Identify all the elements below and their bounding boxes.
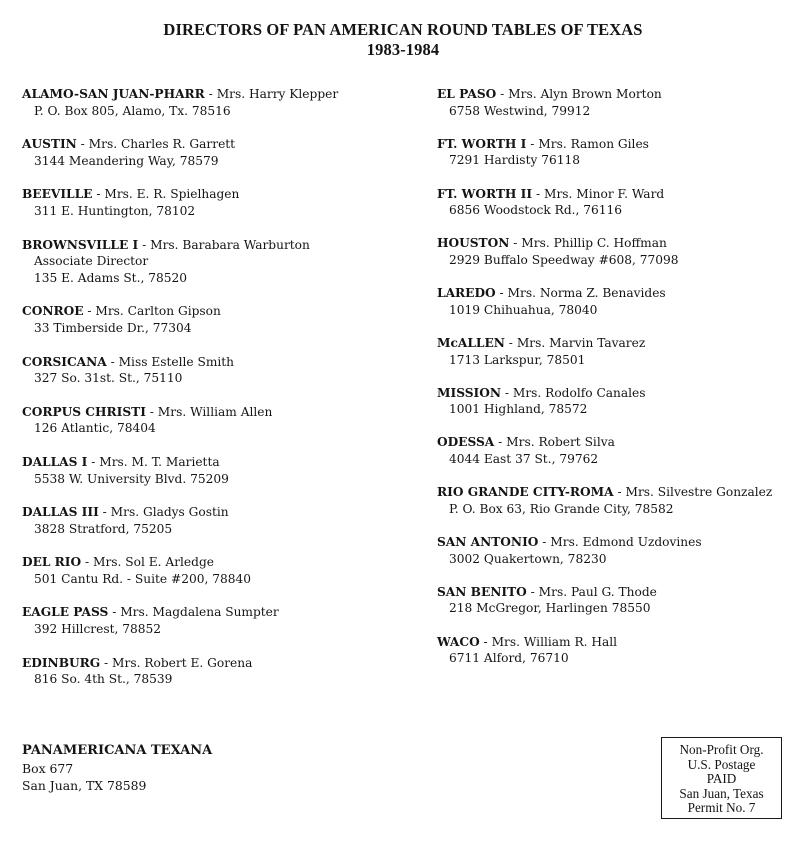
director-entry: [22, 86, 412, 119]
director-entry: [437, 136, 802, 169]
city-name: SAN BENITO: [437, 584, 527, 599]
director-role: Associate Director: [34, 254, 149, 269]
separator: -: [538, 535, 551, 550]
director-entry: [437, 285, 802, 318]
director-name: Mrs. William R. Hall: [491, 634, 618, 649]
director-entry: [22, 454, 412, 487]
director-address: 135 E. Adams St., 78520: [34, 270, 187, 285]
city-name: EL PASO: [437, 87, 497, 101]
director-name: Mrs. Charles R. Garrett: [88, 137, 236, 152]
director-entry: [22, 136, 412, 169]
director-entry: [22, 404, 412, 437]
director-entry: [437, 534, 802, 567]
director-address: 3828 Stratford, 75205: [34, 521, 173, 536]
director-entry: [22, 554, 412, 587]
director-address: 6856 Woodstock Rd., 76116: [449, 203, 623, 218]
city-name: ALAMO-SAN JUAN-PHARR: [22, 87, 205, 101]
separator: -: [145, 404, 158, 419]
director-address: 33 Timberside Dr., 77304: [34, 320, 192, 335]
separator: -: [504, 335, 517, 350]
director-name: Mrs. Silvestre Gonzalez: [625, 485, 773, 500]
city-name: LAREDO: [437, 286, 496, 301]
city-name: DEL RIO: [22, 555, 82, 570]
director-entry: [22, 655, 412, 688]
separator: -: [204, 87, 217, 101]
director-name: Mrs. Marvin Tavarez: [516, 335, 646, 350]
directors-right-column: [437, 86, 802, 683]
separator: -: [87, 454, 100, 469]
separator: -: [98, 505, 111, 520]
director-entry: [437, 385, 802, 418]
director-entry: [437, 235, 802, 268]
separator: -: [494, 435, 507, 450]
director-address: 1001 Highland, 78572: [449, 402, 588, 417]
city-name: CONROE: [22, 304, 84, 319]
city-name: FT. WORTH II: [437, 186, 533, 201]
city-name: MISSION: [437, 385, 501, 400]
director-entry: [22, 186, 412, 219]
city-name: SAN ANTONIO: [437, 535, 539, 550]
director-name: Mrs. Carlton Gipson: [95, 304, 221, 319]
director-name: Mrs. Edmond Uzdovines: [550, 535, 702, 550]
director-name: Mrs. William Allen: [157, 404, 273, 419]
director-address: P. O. Box 63, Rio Grande City, 78582: [449, 501, 674, 516]
city-name: ODESSA: [437, 435, 495, 450]
director-entry: [437, 484, 802, 517]
director-entry: [22, 354, 412, 387]
director-entry: [437, 86, 802, 119]
postage-line-paid: PAID: [706, 771, 737, 787]
director-entry: [22, 303, 412, 336]
separator: -: [106, 354, 119, 369]
separator: -: [526, 136, 539, 151]
postage-line-org: Non-Profit Org.: [679, 742, 764, 757]
return-address-box: Box 677: [22, 760, 74, 776]
city-name: RIO GRANDE CITY-ROMA: [437, 485, 614, 500]
city-name: McALLEN: [437, 335, 505, 350]
separator: -: [500, 385, 513, 400]
director-address: 5538 W. University Blvd. 75209: [34, 471, 229, 486]
postage-line-us: U.S. Postage: [687, 756, 756, 772]
separator: -: [92, 187, 105, 202]
separator: -: [532, 186, 544, 201]
director-entry: [22, 504, 412, 537]
director-name: Mrs. Robert Silva: [506, 435, 615, 450]
separator: -: [108, 605, 121, 620]
director-address: 501 Cantu Rd. - Suite #200, 78840: [34, 571, 251, 586]
director-address: 1019 Chihuahua, 78040: [449, 302, 598, 317]
director-entry: [22, 237, 412, 287]
director-entry: [437, 634, 802, 667]
separator: -: [138, 237, 151, 252]
return-address-city: San Juan, TX 78589: [22, 778, 147, 793]
director-entry: [437, 584, 802, 617]
director-address: P. O. Box 805, Alamo, Tx. 78516: [34, 103, 231, 118]
director-address: 816 So. 4th St., 78539: [34, 672, 173, 687]
city-name: EDINBURG: [22, 655, 101, 670]
separator: -: [496, 87, 509, 101]
director-address: 7291 Hardisty 76118: [449, 153, 580, 168]
postage-line-permit: Permit No. 7: [687, 800, 756, 816]
director-address: 218 McGregor, Harlingen 78550: [449, 601, 651, 616]
directors-left-column: [22, 86, 412, 705]
city-name: DALLAS III: [22, 505, 99, 520]
director-address: 6758 Westwind, 79912: [449, 103, 591, 118]
director-name: Mrs. Harry Klepper: [216, 87, 339, 101]
director-name: Miss Estelle Smith: [118, 354, 235, 369]
city-name: WACO: [437, 634, 480, 649]
director-name: Mrs. Rodolfo Canales: [512, 385, 646, 400]
separator: -: [81, 555, 93, 570]
page-subtitle: 1983-1984: [366, 40, 440, 59]
director-name: Mrs. Gladys Gostin: [110, 505, 229, 520]
city-name: AUSTIN: [22, 137, 77, 152]
separator: -: [76, 137, 89, 152]
separator: -: [495, 286, 508, 301]
director-name: Mrs. Ramon Giles: [538, 136, 649, 151]
city-name: HOUSTON: [437, 236, 510, 251]
director-name: Mrs. Magdalena Sumpter: [120, 605, 279, 620]
director-name: Mrs. E. R. Spielhagen: [104, 187, 240, 202]
director-name: Mrs. Minor F. Ward: [543, 186, 665, 201]
separator: -: [509, 236, 522, 251]
city-name: BEEVILLE: [22, 187, 93, 202]
director-name: Mrs. Paul G. Thode: [538, 584, 657, 599]
director-address: 327 So. 31st. St., 75110: [34, 371, 183, 386]
director-name: Mrs. Phillip C. Hoffman: [521, 236, 667, 251]
director-entry: [22, 604, 412, 637]
return-address-org: PANAMERICANA TEXANA: [22, 743, 213, 758]
director-address: 6711 Alford, 76710: [449, 651, 569, 666]
director-entry: [437, 335, 802, 368]
city-name: EAGLE PASS: [22, 605, 109, 620]
director-address: 3144 Meandering Way, 78579: [34, 153, 219, 168]
director-entry: [437, 186, 802, 219]
separator: -: [613, 485, 626, 500]
city-name: FT. WORTH I: [437, 136, 527, 151]
director-address: 2929 Buffalo Speedway #608, 77098: [449, 252, 679, 267]
director-name: Mrs. M. T. Marietta: [99, 454, 220, 469]
page-title: DIRECTORS OF PAN AMERICAN ROUND TABLES OF TEXAS: [163, 20, 643, 39]
separator: -: [479, 634, 492, 649]
director-address: 126 Atlantic, 78404: [34, 421, 156, 436]
director-address: 3002 Quakertown, 78230: [449, 551, 607, 566]
director-name: Mrs. Alyn Brown Morton: [508, 87, 662, 101]
city-name: CORPUS CHRISTI: [22, 404, 146, 419]
director-address: 392 Hillcrest, 78852: [34, 622, 161, 637]
director-name: Mrs. Barabara Warburton: [150, 237, 310, 252]
postage-permit-box: [661, 737, 782, 819]
city-name: DALLAS I: [22, 454, 88, 469]
separator: -: [100, 655, 113, 670]
separator: -: [83, 304, 96, 319]
city-name: BROWNSVILLE I: [22, 237, 139, 252]
director-address: 4044 East 37 St., 79762: [449, 452, 599, 467]
director-address: 311 E. Huntington, 78102: [34, 203, 196, 218]
director-address: 1713 Larkspur, 78501: [449, 352, 586, 367]
director-name: Mrs. Robert E. Gorena: [112, 655, 253, 670]
director-name: Mrs. Sol E. Arledge: [93, 555, 214, 570]
separator: -: [526, 584, 539, 599]
director-name: Mrs. Norma Z. Benavides: [507, 286, 666, 301]
director-entry: [437, 434, 802, 467]
postage-line-city: San Juan, Texas: [679, 785, 764, 801]
return-address: [22, 742, 212, 795]
city-name: CORSICANA: [22, 354, 107, 369]
